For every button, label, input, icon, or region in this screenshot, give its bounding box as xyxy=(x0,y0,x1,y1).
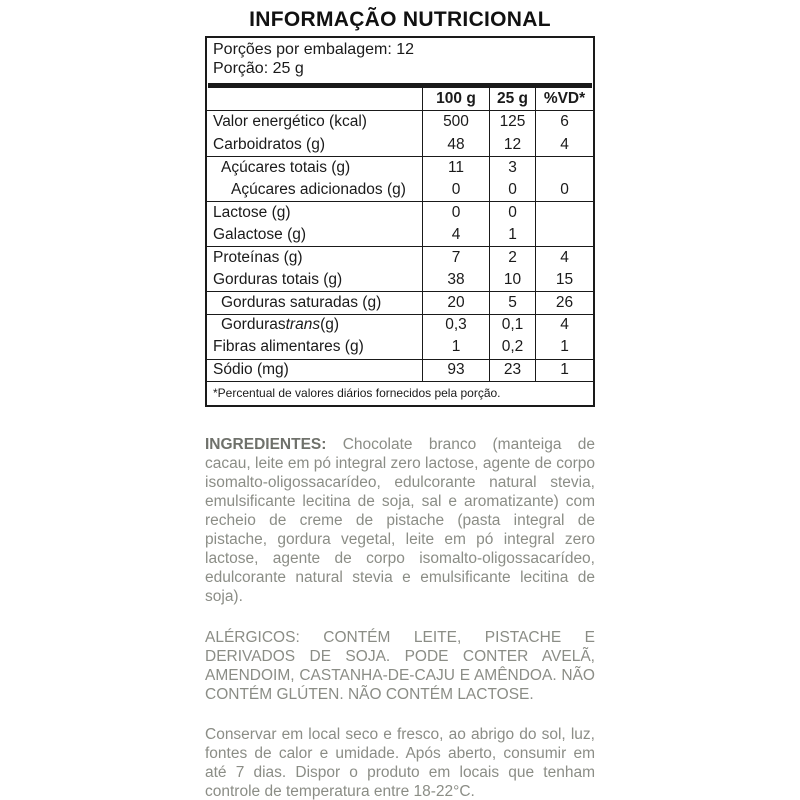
nutrient-label-text: Galactose (g) xyxy=(213,225,307,243)
label-content xyxy=(205,0,595,800)
ingredients-text: Chocolate branco (manteiga de cacau, leite em pó integral zero lactose, agente de corpo isomalto-oligossacarídeo, edulcorante natural stevia, emulsificante lecitina de soja, sal e aromatizante) com recheio de creme de pistache (pasta integral de pistache, gordura vegetal, leite em pó integral zero lactose, agente de corpo isomalto-oligossacarídeo, edulcorante natural stevia e emulsificante lecitina de soja). xyxy=(205,436,595,605)
value-25g: 2 xyxy=(489,247,535,269)
value-vd xyxy=(535,224,593,247)
value-25g: 5 xyxy=(489,292,535,314)
nutrient-label xyxy=(207,111,422,134)
value-vd: 26 xyxy=(535,292,593,314)
table-row xyxy=(207,156,593,179)
value-25g: 0 xyxy=(489,179,535,202)
nutrient-label xyxy=(207,134,422,157)
nutrient-label xyxy=(207,224,422,247)
value-25g: 1 xyxy=(489,224,535,247)
table-row xyxy=(207,336,593,359)
storage-paragraph: Conservar em local seco e fresco, ao abrigo do sol, luz, fontes de calor e umidade. Após aberto, consumir em até 7 dias. Dispor o produto em locais que tenham controle de temperatura entre 18-22°C. xyxy=(205,726,595,800)
value-vd: 15 xyxy=(535,269,593,292)
value-100g: 20 xyxy=(422,292,489,314)
value-25g: 0 xyxy=(489,202,535,224)
nutrient-label-suffix: (g) xyxy=(320,316,340,334)
nutrient-label-text: Valor energético (kcal) xyxy=(213,113,367,131)
nutrient-label-text: Gorduras saturadas (g) xyxy=(221,293,382,311)
nutrient-label xyxy=(207,202,422,224)
nutrient-label xyxy=(207,315,422,337)
value-100g: 38 xyxy=(422,269,489,292)
table-row xyxy=(207,269,593,292)
table-row xyxy=(207,224,593,247)
value-vd: 6 xyxy=(535,111,593,134)
value-vd: 1 xyxy=(535,360,593,382)
ingredients-paragraph xyxy=(205,435,595,606)
value-100g: 4 xyxy=(422,224,489,247)
nutrient-label xyxy=(207,179,422,202)
value-vd: 4 xyxy=(535,315,593,337)
servings-per-package: Porções por embalagem: 12 xyxy=(213,41,414,58)
table-row xyxy=(207,314,593,337)
portion-size: Porção: 25 g xyxy=(213,59,304,77)
value-100g: 0 xyxy=(422,202,489,224)
allergens-paragraph: ALÉRGICOS: CONTÉM LEITE, PISTACHE E DERIVADOS DE SOJA. PODE CONTER AVELÃ, AMENDOIM, CASTANHA-DE-CAJU E AMÊNDOA. NÃO CONTÉM GLÚTEN. NÃO CONTÉM LACTOSE. xyxy=(205,629,595,703)
nutrient-label xyxy=(207,269,422,292)
table-row xyxy=(207,134,593,157)
value-vd: 4 xyxy=(535,247,593,269)
header-100g: 100 g xyxy=(422,88,489,110)
nutrient-label-text: Proteínas (g) xyxy=(213,248,303,266)
nutrient-label xyxy=(207,247,422,269)
value-25g: 3 xyxy=(489,157,535,179)
nutrient-label-text: Gorduras xyxy=(221,316,286,334)
value-vd: 4 xyxy=(535,134,593,157)
value-vd xyxy=(535,157,593,179)
nutrient-label-text: Fibras alimentares (g) xyxy=(213,338,364,356)
value-100g: 11 xyxy=(422,157,489,179)
nutrient-label-italic: trans xyxy=(285,316,321,334)
nutrient-label-text: Gorduras totais (g) xyxy=(213,270,343,288)
value-25g: 125 xyxy=(489,111,535,134)
table-row xyxy=(207,201,593,224)
portion-info xyxy=(207,38,593,83)
header-vd: %VD* xyxy=(535,88,593,110)
value-100g: 500 xyxy=(422,111,489,134)
value-25g: 12 xyxy=(489,134,535,157)
nutrient-label-text: Carboidratos (g) xyxy=(213,135,325,153)
value-100g: 93 xyxy=(422,360,489,382)
nutrient-label xyxy=(207,360,422,382)
nutrient-label-text: Sódio (mg) xyxy=(213,361,289,379)
value-100g: 1 xyxy=(422,336,489,359)
nutrition-table xyxy=(205,36,595,407)
value-vd: 0 xyxy=(535,179,593,202)
nutrient-label xyxy=(207,292,422,314)
value-vd: 1 xyxy=(535,336,593,359)
value-25g: 0,2 xyxy=(489,336,535,359)
table-footnote: *Percentual de valores diários fornecidos pela porção. xyxy=(207,381,593,405)
value-100g: 7 xyxy=(422,247,489,269)
table-row xyxy=(207,359,593,382)
header-empty-cell xyxy=(207,88,422,110)
nutrient-label-text: Lactose (g) xyxy=(213,203,291,221)
nutrient-label-text: Açúcares totais (g) xyxy=(221,158,351,176)
nutrient-label xyxy=(207,336,422,359)
value-100g: 0 xyxy=(422,179,489,202)
table-row xyxy=(207,179,593,202)
value-100g: 0,3 xyxy=(422,315,489,337)
table-row xyxy=(207,246,593,269)
nutrient-label-text: Açúcares adicionados (g) xyxy=(231,180,406,198)
page-title: INFORMAÇÃO NUTRICIONAL xyxy=(249,8,551,31)
table-header-row xyxy=(207,88,593,111)
value-100g: 48 xyxy=(422,134,489,157)
ingredients-label: INGREDIENTES: xyxy=(205,436,327,453)
table-row xyxy=(207,111,593,134)
value-25g: 10 xyxy=(489,269,535,292)
value-25g: 23 xyxy=(489,360,535,382)
value-25g: 0,1 xyxy=(489,315,535,337)
value-vd xyxy=(535,202,593,224)
header-25g: 25 g xyxy=(489,88,535,110)
nutrient-label xyxy=(207,157,422,179)
table-row xyxy=(207,291,593,314)
